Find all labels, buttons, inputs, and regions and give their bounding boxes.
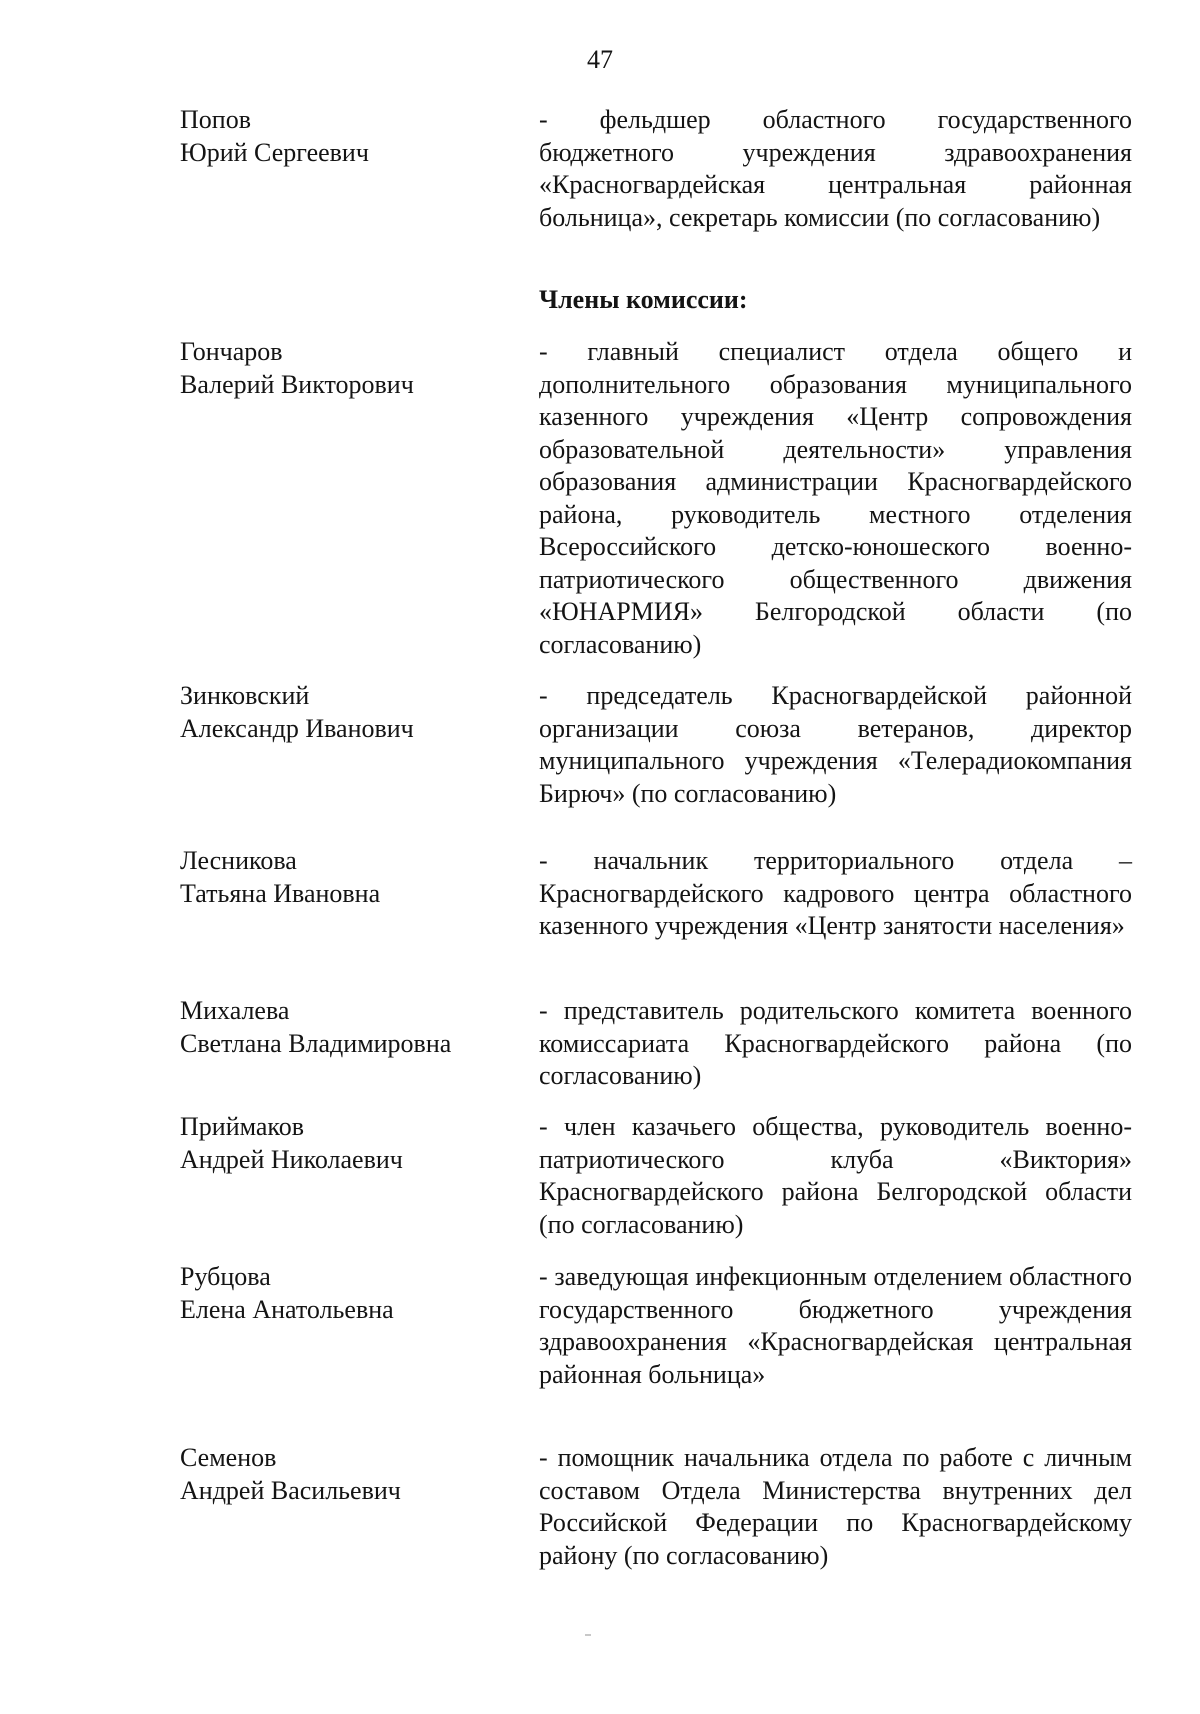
members-heading: Члены комиссии: bbox=[539, 285, 748, 314]
person-name bbox=[180, 1442, 520, 1507]
person-surname: Гончаров bbox=[180, 337, 283, 366]
person-role: - главный специалист отдела общего и дополнительного образования муниципального казенного учреждения «Центр сопровождения образовательной деятельности» управления образования администрации Красногвардейского района, руководитель местного отделения Всероссийского детско-юношеского военно-патриотического общественного движения «ЮНАРМИЯ» Белгородской области (по согласованию) bbox=[539, 337, 1132, 659]
person-name bbox=[180, 845, 520, 910]
person-surname: Зинковский bbox=[180, 681, 310, 710]
person-given-names: Андрей Николаевич bbox=[180, 1144, 403, 1174]
person-name bbox=[180, 336, 520, 401]
person-surname: Лесникова bbox=[180, 846, 297, 875]
person-role: - фельдшер областного государственного бюджетного учреждения здравоохранения «Красногвардейская центральная районная больница», секретарь комиссии (по согласованию) bbox=[539, 105, 1132, 232]
person-name bbox=[180, 104, 520, 169]
person-role: - член казачьего общества, руководитель военно-патриотического клуба «Виктория» Красногвардейского района Белгородской области (по согласованию) bbox=[539, 1112, 1132, 1239]
person-role: - заведующая инфекционным отделением областного государственного бюджетного учреждения здравоохранения «Красногвардейская центральная районная больница» bbox=[539, 1262, 1132, 1389]
person-given-names: Светлана Владимировна bbox=[180, 1028, 452, 1058]
person-given-names: Александр Иванович bbox=[180, 713, 414, 743]
person-surname: Михалева bbox=[180, 996, 290, 1025]
person-surname: Приймаков bbox=[180, 1112, 305, 1141]
person-role: - начальник территориального отдела – Красногвардейского кадрового центра областного казенного учреждения «Центр занятости населения» bbox=[539, 846, 1132, 940]
person-given-names: Юрий Сергеевич bbox=[180, 137, 369, 167]
person-given-names: Андрей Васильевич bbox=[180, 1475, 401, 1505]
person-surname: Попов bbox=[180, 105, 251, 134]
person-name bbox=[180, 995, 520, 1060]
person-role: - председатель Красногвардейской районной организации союза ветеранов, директор муниципального учреждения «Телерадиокомпания Бирюч» (по согласованию) bbox=[539, 681, 1132, 808]
person-role: - представитель родительского комитета военного комиссариата Красногвардейского района (по согласованию) bbox=[539, 996, 1132, 1090]
person-given-names: Елена Анатольевна bbox=[180, 1294, 394, 1324]
page-number: 47 bbox=[587, 45, 613, 74]
person-given-names: Валерий Викторович bbox=[180, 369, 414, 399]
person-role: - помощник начальника отдела по работе с личным составом Отдела Министерства внутренних дел Российской Федерации по Красногвардейскому району (по согласованию) bbox=[539, 1443, 1132, 1570]
person-surname: Рубцова bbox=[180, 1262, 271, 1291]
person-given-names: Татьяна Ивановна bbox=[180, 878, 381, 908]
scan-speck bbox=[585, 1634, 591, 1636]
person-name bbox=[180, 1111, 520, 1176]
person-surname: Семенов bbox=[180, 1443, 277, 1472]
person-name bbox=[180, 1261, 520, 1326]
person-name bbox=[180, 680, 520, 745]
